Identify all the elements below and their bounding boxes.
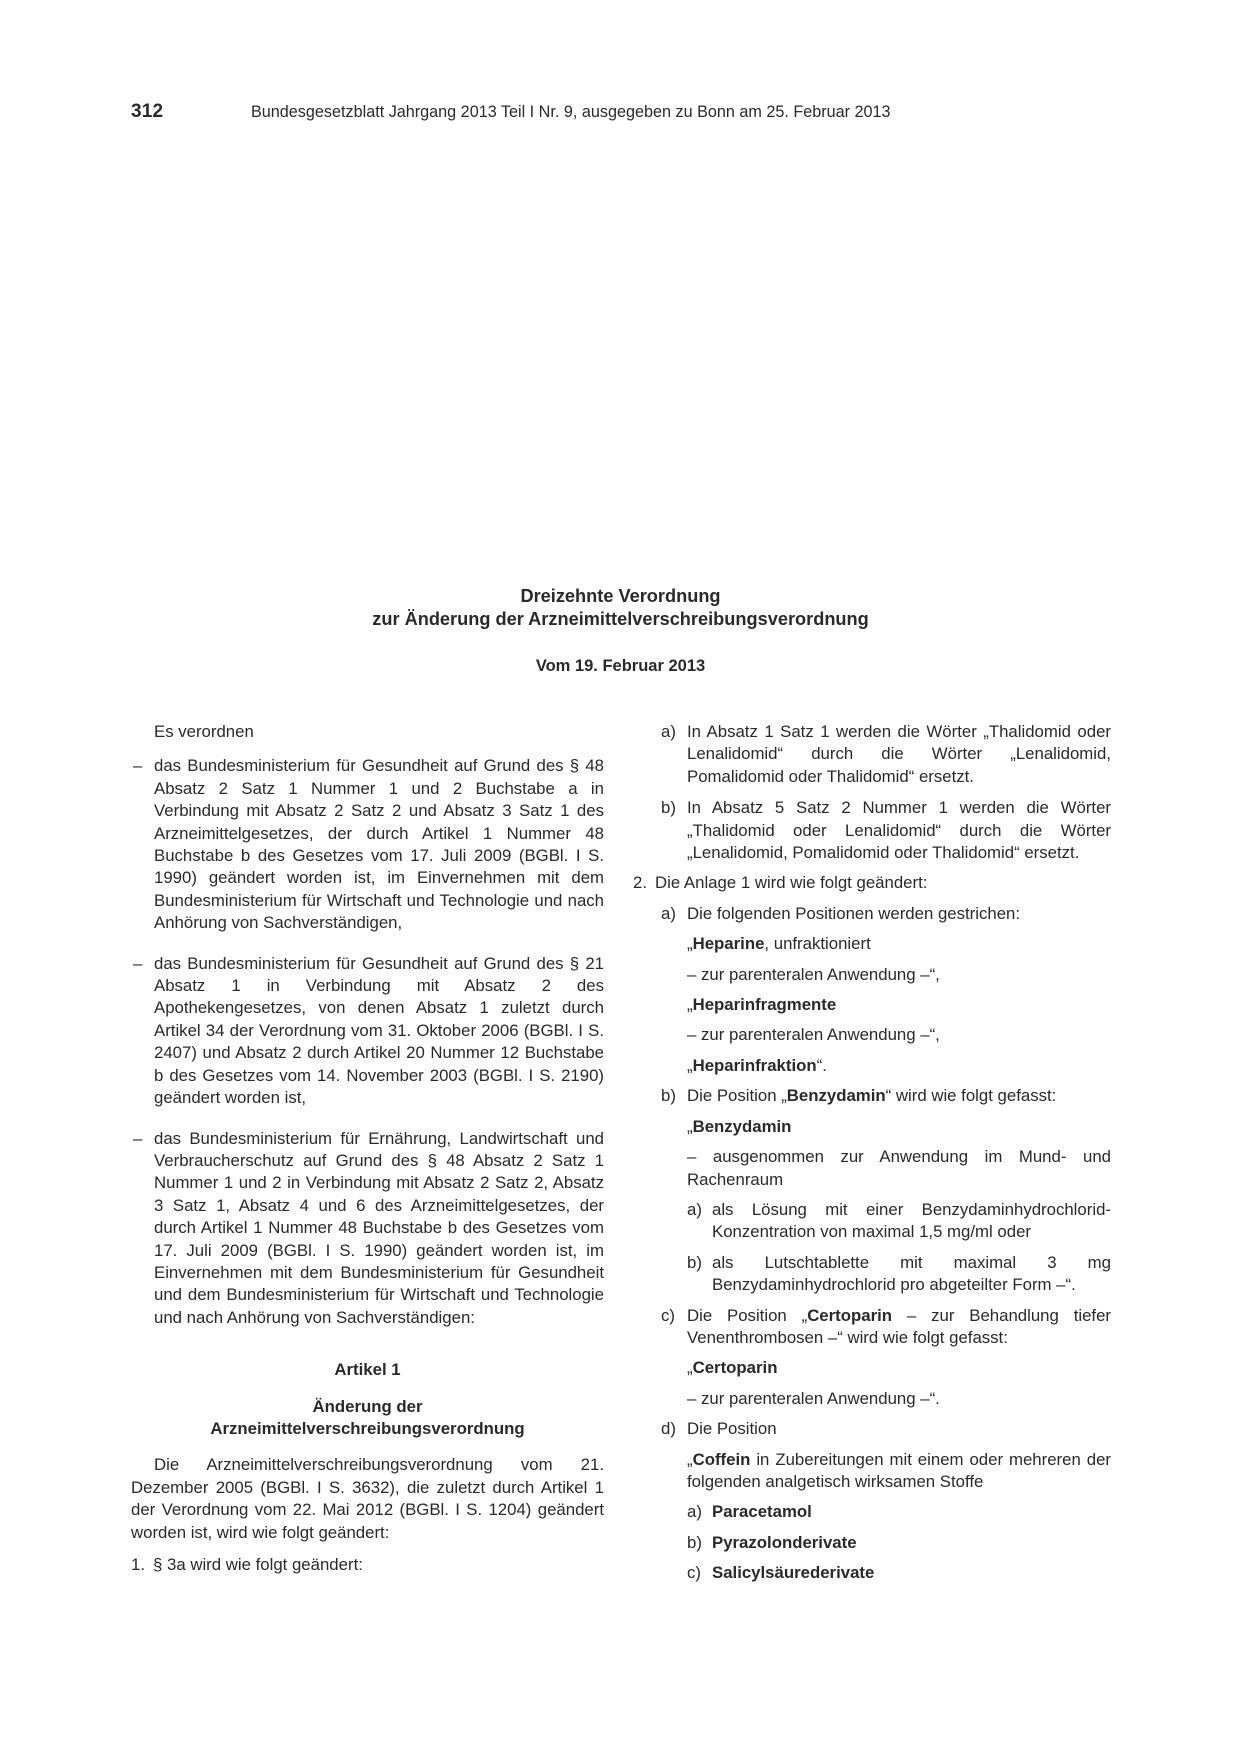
term-pyrazolonderivate: Pyrazolonderivate <box>712 1532 857 1552</box>
item-1a <box>661 721 1111 788</box>
item-2a-mark: a) <box>661 903 676 923</box>
item-2 <box>633 872 1111 894</box>
item-1a-mark: a) <box>661 722 676 741</box>
position-heparine: „Heparine, unfraktioniert <box>687 934 871 954</box>
item-1-number: 1. <box>131 1555 145 1574</box>
article-label: Artikel 1 <box>334 1360 401 1380</box>
page-number: 312 <box>131 101 164 122</box>
running-head: Bundesgesetzblatt Jahrgang 2013 Teil I Nr. 9, ausgegeben zu Bonn am 25. Februar 2013 <box>251 103 891 121</box>
term-coffein: Coffein <box>692 1449 751 1469</box>
article-heading-2: Arzneimittelverschreibungsverordnung <box>210 1418 525 1438</box>
term-benzydamin: Benzydamin <box>786 1086 886 1106</box>
item-2-text: Die Anlage 1 wird wie folgt geändert: <box>655 873 928 893</box>
list-item <box>131 953 604 1110</box>
item-2b: b) Die Position „Benzydamin“ wird wie folgt gefasst: <box>661 1085 1111 1107</box>
benzydamin-sub-a: a) als Lösung mit einer Benzydaminhydrochlorid-Konzentration von maximal 1,5 mg/ml oder <box>687 1199 1111 1242</box>
position-note: – zur parenteralen Anwendung –“, <box>687 1025 940 1045</box>
term-paracetamol: Paracetamol <box>712 1502 812 1522</box>
dash-mark: – <box>133 953 143 973</box>
position-benzydamin: „Benzydamin <box>687 1116 792 1136</box>
item-1-text: § 3a wird wie folgt geändert: <box>153 1555 363 1574</box>
list-item-text: das Bundesministerium für Gesundheit auf Grund des § 48 Absatz 2 Satz 1 Nummer 1 und 2 Buchstabe a in Verbindung mit Absatz 2 Satz 2 und Absatz 3 Satz 1 des Arzneimittelgesetzes, der durch Artikel 1 Nummer 48 Buchstabe b des Gesetzes vom 17. Juli 2009 (BGBl. I S. 1990) geändert worden ist, im Einvernehmen mit dem Bundesministerium für Wirtschaft und Technologie und nach Anhörung von Sachverständigen, <box>154 756 604 933</box>
position-certoparin: „Certoparin <box>687 1358 778 1378</box>
position-note: – zur parenteralen Anwendung –“, <box>687 964 940 984</box>
item-1b-mark: b) <box>661 798 676 818</box>
dash-mark: – <box>133 1128 143 1148</box>
position-coffein: „Coffein in Zubereitungen mit einem oder mehreren der folgenden analgetisch wirksamen Stoffe <box>687 1449 1111 1491</box>
item-2d-position <box>661 1449 1111 1585</box>
item-2c-position <box>661 1357 1111 1410</box>
coffein-sub-a: a) Paracetamol <box>687 1502 812 1522</box>
title-block <box>0 585 1241 676</box>
title-date: Vom 19. Februar 2013 <box>535 657 706 675</box>
item-1 <box>131 1554 604 1576</box>
title-line-2: zur Änderung der Arzneimittelverschreibungsverordnung <box>372 609 869 629</box>
coffein-sub-c: c) Salicylsäurederivate <box>687 1563 875 1583</box>
item-2b-position <box>661 1116 1111 1297</box>
item-2c: c) Die Position „Certoparin – zur Behandlung tiefer Venenthrombosen –“ wird wie folgt gefasst: <box>661 1305 1112 1347</box>
benzydamin-exception: – ausgenommen zur Anwendung im Mund- und Rachenraum <box>687 1147 1111 1189</box>
term-heparinfraktion: Heparinfraktion <box>692 1055 817 1075</box>
item-2a-positions <box>661 933 1111 1077</box>
list-item-text: das Bundesministerium für Ernährung, Landwirtschaft und Verbraucherschutz auf Grund des § 48 Absatz 2 Satz 1 Nummer 1 und 2 in Verbindung mit Absatz 2 Satz 2, Absatz 3 Satz 1, Absatz 4 und 6 des Arzneimittelgesetzes, der durch Artikel 1 Nummer 48 Buchstabe b des Gesetzes vom 17. Juli 2009 (BGBl. I S. 1990) geändert worden ist, im Einvernehmen mit dem Bundesministerium für Gesundheit und dem Bundesministerium für Wirtschaft und Technologie und nach Anhörung von Sachverständigen: <box>154 1128 604 1327</box>
item-1b <box>661 797 1111 864</box>
item-2d-mark: d) <box>661 1419 676 1439</box>
list-item <box>131 1128 604 1330</box>
item-2a-text: Die folgenden Positionen werden gestrichen: <box>687 903 1021 923</box>
item-2-number: 2. <box>633 873 647 893</box>
left-column <box>131 721 604 1576</box>
position-heparinfraktion: „Heparinfraktion“. <box>687 1055 827 1075</box>
item-2a <box>661 903 1111 925</box>
position-note: – zur parenteralen Anwendung –“. <box>687 1388 940 1408</box>
item-1a-text: In Absatz 1 Satz 1 werden die Wörter „Thalidomid oder Lenalidomid“ durch die Wörter „Lenalidomid, Pomalidomid oder Thalidomid“ ersetzt. <box>687 722 1111 786</box>
coffein-sub-b: b) Pyrazolonderivate <box>687 1532 857 1552</box>
term-heparinfragmente: Heparinfragmente <box>692 995 837 1015</box>
term-certoparin: Certoparin <box>807 1305 893 1325</box>
intro: Es verordnen <box>154 722 254 741</box>
list-item-text: das Bundesministerium für Gesundheit auf Grund des § 21 Absatz 1 in Verbindung mit Absatz 2 des Apothekengesetzes, von denen Absatz 1 zuletzt durch Artikel 34 der Verordnung vom 31. Oktober 2006 (BGBl. I S. 2407) und Absatz 2 durch Artikel 20 Nummer 12 Buchstabe b des Gesetzes vom 14. November 2003 (BGBl. I S. 2190) geändert worden ist, <box>154 953 604 1108</box>
term-heparine: Heparine <box>692 934 765 954</box>
item-2b-mark: b) <box>661 1086 676 1106</box>
term-salicylsaeurederivate: Salicylsäurederivate <box>712 1563 875 1583</box>
item-2d: d) Die Position <box>661 1418 1111 1440</box>
item-2-sublist <box>661 903 1111 1585</box>
position-heparinfragmente: „Heparinfragmente <box>687 995 837 1015</box>
article-heading-1: Änderung der <box>312 1396 423 1416</box>
dash-mark: – <box>133 756 143 776</box>
right-column <box>633 721 1111 1585</box>
item-1b-text: In Absatz 5 Satz 2 Nummer 1 werden die Wörter „Thalidomid oder Lenalidomid“ durch die Wörter „Lenalidomid, Pomalidomid oder Thalidomid“ ersetzt. <box>687 798 1111 863</box>
list-item <box>131 755 604 934</box>
title-line-1: Dreizehnte Verordnung <box>520 586 721 606</box>
item-2c-mark: c) <box>661 1305 675 1325</box>
benzydamin-sub-b: b) als Lutschtablette mit maximal 3 mg Benzydaminhydrochlorid pro abgeteilter Form –“. <box>687 1252 1111 1295</box>
article-body: Die Arzneimittelverschreibungsverordnung vom 21. Dezember 2005 (BGBl. I S. 3632), die zuletzt durch Artikel 1 der Verordnung vom 22. Mai 2012 (BGBl. I S. 1204) geändert worden ist, wird wie folgt geändert: <box>131 1455 604 1542</box>
